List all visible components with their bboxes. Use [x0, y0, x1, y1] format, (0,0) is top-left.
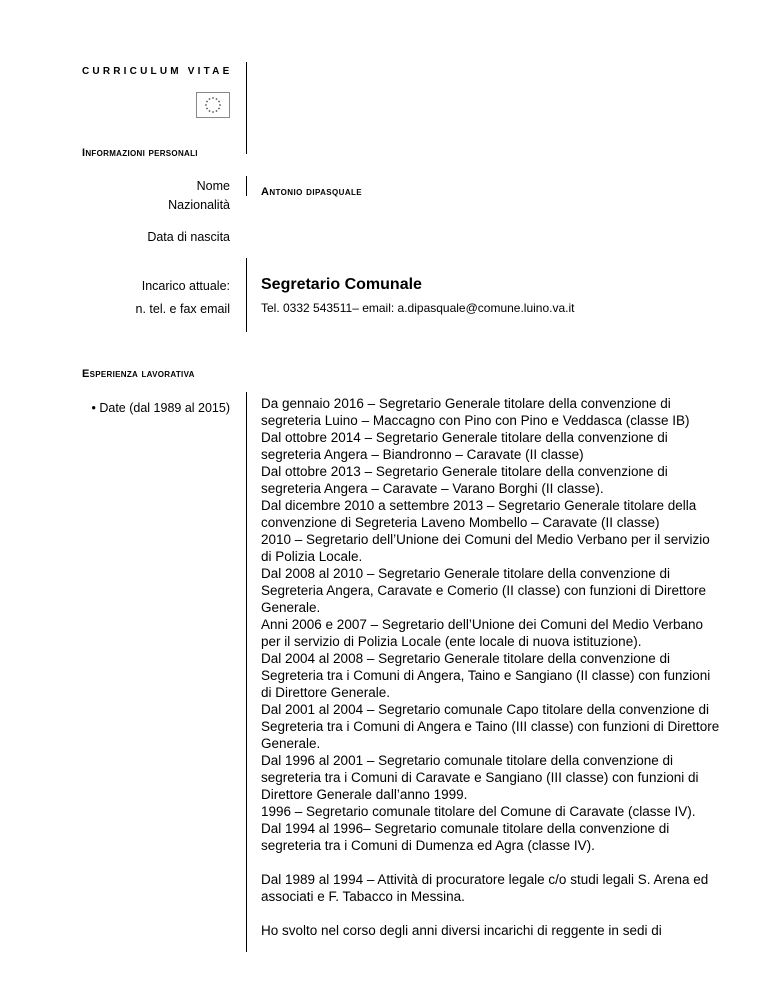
divider-line-name — [246, 176, 247, 196]
nome-value: Antonio dipasquale — [261, 186, 363, 198]
experience-entry: Dal 2004 al 2008 – Segretario Generale titolare della convenzione di Segreteria tra i Comuni di Angera, Taino e Sangiano (II classe) con funzioni di Direttore Generale. — [261, 651, 711, 700]
experience-body — [261, 395, 721, 939]
section-title-experience: Esperienza lavorativa — [82, 368, 195, 380]
divider-line-experience — [246, 392, 247, 952]
section-title-personal: Informazioni personali — [82, 147, 198, 159]
eu-stars-icon — [197, 93, 229, 117]
procuratore-entry: Dal 1989 al 1994 – Attività di procuratore legale c/o studi legali S. Arena ed associati e F. Tabacco in Messina. — [261, 872, 709, 904]
data-nascita-label: Data di nascita — [147, 230, 230, 244]
divider-line-top — [246, 62, 247, 154]
experience-entry: Dal 2008 al 2010 – Segretario Generale titolare della convenzione di Segreteria Angera, Caravate e Comerio (II classe) con funzioni di Direttore Generale. — [261, 566, 706, 615]
divider-line-role — [246, 258, 247, 332]
experience-entry: 1996 – Segretario comunale titolare del Comune di Caravate (classe IV). — [261, 804, 696, 819]
experience-entry: Dal dicembre 2010 a settembre 2013 – Segretario Generale titolare della convenzione di Segreteria Laveno Mombello – Caravate (II classe) — [261, 498, 697, 530]
incarico-label: Incarico attuale: — [141, 279, 230, 293]
experience-entry: Da gennaio 2016 – Segretario Generale titolare della convenzione di segreteria Luino – Maccagno con Pino con Pino e Veddasca (classe IB) — [261, 396, 690, 428]
incarico-value: Segretario Comunale — [261, 276, 422, 293]
experience-entry: Dal 2001 al 2004 – Segretario comunale Capo titolare della convenzione di Segreteria tra i Comuni di Angera e Taino (III classe) con funzioni di Direttore Generale. — [261, 702, 720, 751]
reggente-entry: Ho svolto nel corso degli anni diversi incarichi di reggente in sedi di — [261, 923, 662, 938]
experience-entry: Dal ottobre 2013 – Segretario Generale titolare della convenzione di segreteria Angera – Caravate – Varano Borghi (II classe). — [261, 464, 668, 496]
nazionalita-label: Nazionalità — [168, 198, 230, 212]
experience-entry: 2010 – Segretario dell’Unione dei Comuni del Medio Verbano per il servizio di Polizia Locale. — [261, 532, 710, 564]
nome-label: Nome — [196, 179, 230, 193]
experience-entry: Anni 2006 e 2007 – Segretario dell’Unione dei Comuni del Medio Verbano per il servizio di Polizia Locale (ente locale di nuova istituzione). — [261, 617, 704, 649]
experience-entry: Dal 1994 al 1996– Segretario comunale titolare della convenzione di segreteria tra i Comuni di Dumenza ed Agra (classe IV). — [261, 821, 670, 853]
date-range-label: • Date (dal 1989 al 2015) — [91, 401, 230, 415]
cv-title: CURRICULUM VITAE — [82, 66, 233, 77]
experience-entry: Dal ottobre 2014 – Segretario Generale titolare della convenzione di segreteria Angera – Biandronno – Caravate (II classe) — [261, 430, 668, 462]
contact-label: n. tel. e fax email — [135, 302, 230, 316]
experience-entry: Dal 1996 al 2001 – Segretario comunale titolare della convenzione di segreteria tra i Comuni di Caravate e Sangiano (III classe) con funzioni di Direttore Generale dall’anno 1999. — [261, 753, 699, 802]
eu-flag-icon — [196, 92, 230, 118]
contact-value: Tel. 0332 543511– email: a.dipasquale@comune.luino.va.it — [261, 301, 575, 315]
